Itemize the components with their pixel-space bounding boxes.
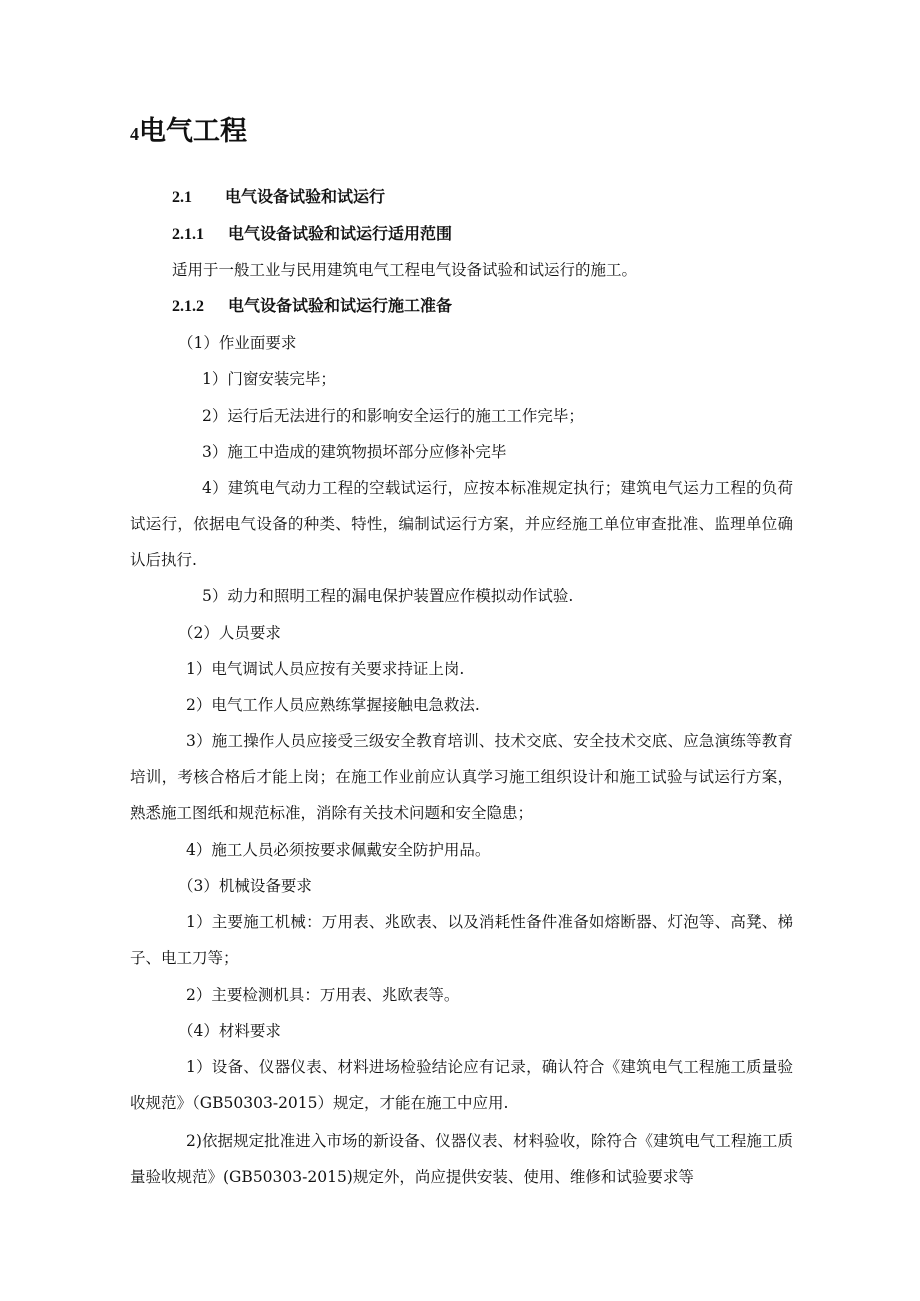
subsection-heading-prep xyxy=(172,293,452,320)
subsection-number: 2.1.1 xyxy=(172,226,204,243)
subsection-title: 电气设备试验和试运行施工准备 xyxy=(228,296,453,315)
subsection-number: 2.1.2 xyxy=(172,298,204,315)
list-item: 3）施工中造成的建筑物损坏部分应修补完毕 xyxy=(202,443,507,461)
subsection-heading-scope xyxy=(172,221,452,248)
chapter-title: 电气工程 xyxy=(139,116,247,147)
list-item: 1）电气调试人员应按有关要求持证上岗. xyxy=(186,660,465,678)
scope-body: 适用于一般工业与民用建筑电气工程电气设备试验和试运行的施工。 xyxy=(172,261,638,279)
list-item: 2）主要检测机具：万用表、兆欧表等。 xyxy=(186,986,460,1004)
list-item: 2）运行后无法进行的和影响安全运行的施工工作完毕； xyxy=(202,407,584,425)
list-item: 1）门窗安装完毕； xyxy=(202,370,336,388)
list-item-paragraph: 4）建筑电气动力工程的空载试运行，应按本标准规定执行；建筑电气运力工程的负荷试运行，依据电气设备的种类、特性，编制试运行方案，并应经施工单位审查批准、监理单位确认后执行. xyxy=(130,479,793,569)
list-item-paragraph: 3）施工操作人员应接受三级安全教育培训、技术交底、安全技术交底、应急演练等教育培训，考核合格后才能上岗；在施工作业前应认真学习施工组织设计和施工试验与试运行方案，熟悉施工图纸和规范标准，消除有关技术问题和安全隐患； xyxy=(130,732,793,822)
section-title: 电气设备试验和试运行 xyxy=(225,187,386,206)
list-item: 5）动力和照明工程的漏电保护装置应作模拟动作试验. xyxy=(202,587,574,605)
work-area-heading: （1）作业面要求 xyxy=(178,334,297,352)
section-heading xyxy=(172,184,385,211)
list-item-paragraph: 2)依据规定批准进入市场的新设备、仪器仪表、材料验收，除符合《建筑电气工程施工质量验收规范》(GB50303-2015)规定外，尚应提供安装、使用、维修和试验要求等 xyxy=(130,1132,793,1186)
section-number: 2.1 xyxy=(172,189,192,206)
subsection-title: 电气设备试验和试运行适用范围 xyxy=(228,224,453,243)
materials-heading: （4）材料要求 xyxy=(178,1022,281,1040)
chapter-number: 4 xyxy=(130,124,139,144)
chapter-heading xyxy=(130,114,247,152)
personnel-heading: （2）人员要求 xyxy=(178,624,281,642)
list-item: 2）电气工作人员应熟练掌握接触电急救法. xyxy=(186,696,480,714)
list-item-paragraph: 1）设备、仪器仪表、材料进场检验结论应有记录，确认符合《建筑电气工程施工质量验收规范》（GB50303-2015）规定，才能在施工中应用. xyxy=(130,1058,793,1112)
list-item-paragraph: 1）主要施工机械：万用表、兆欧表、以及消耗性备件准备如熔断器、灯泡等、高凳、梯子、电工刀等； xyxy=(130,913,793,967)
machinery-heading: （3）机械设备要求 xyxy=(178,877,312,895)
list-item: 4）施工人员必须按要求佩戴安全防护用品。 xyxy=(186,841,491,859)
